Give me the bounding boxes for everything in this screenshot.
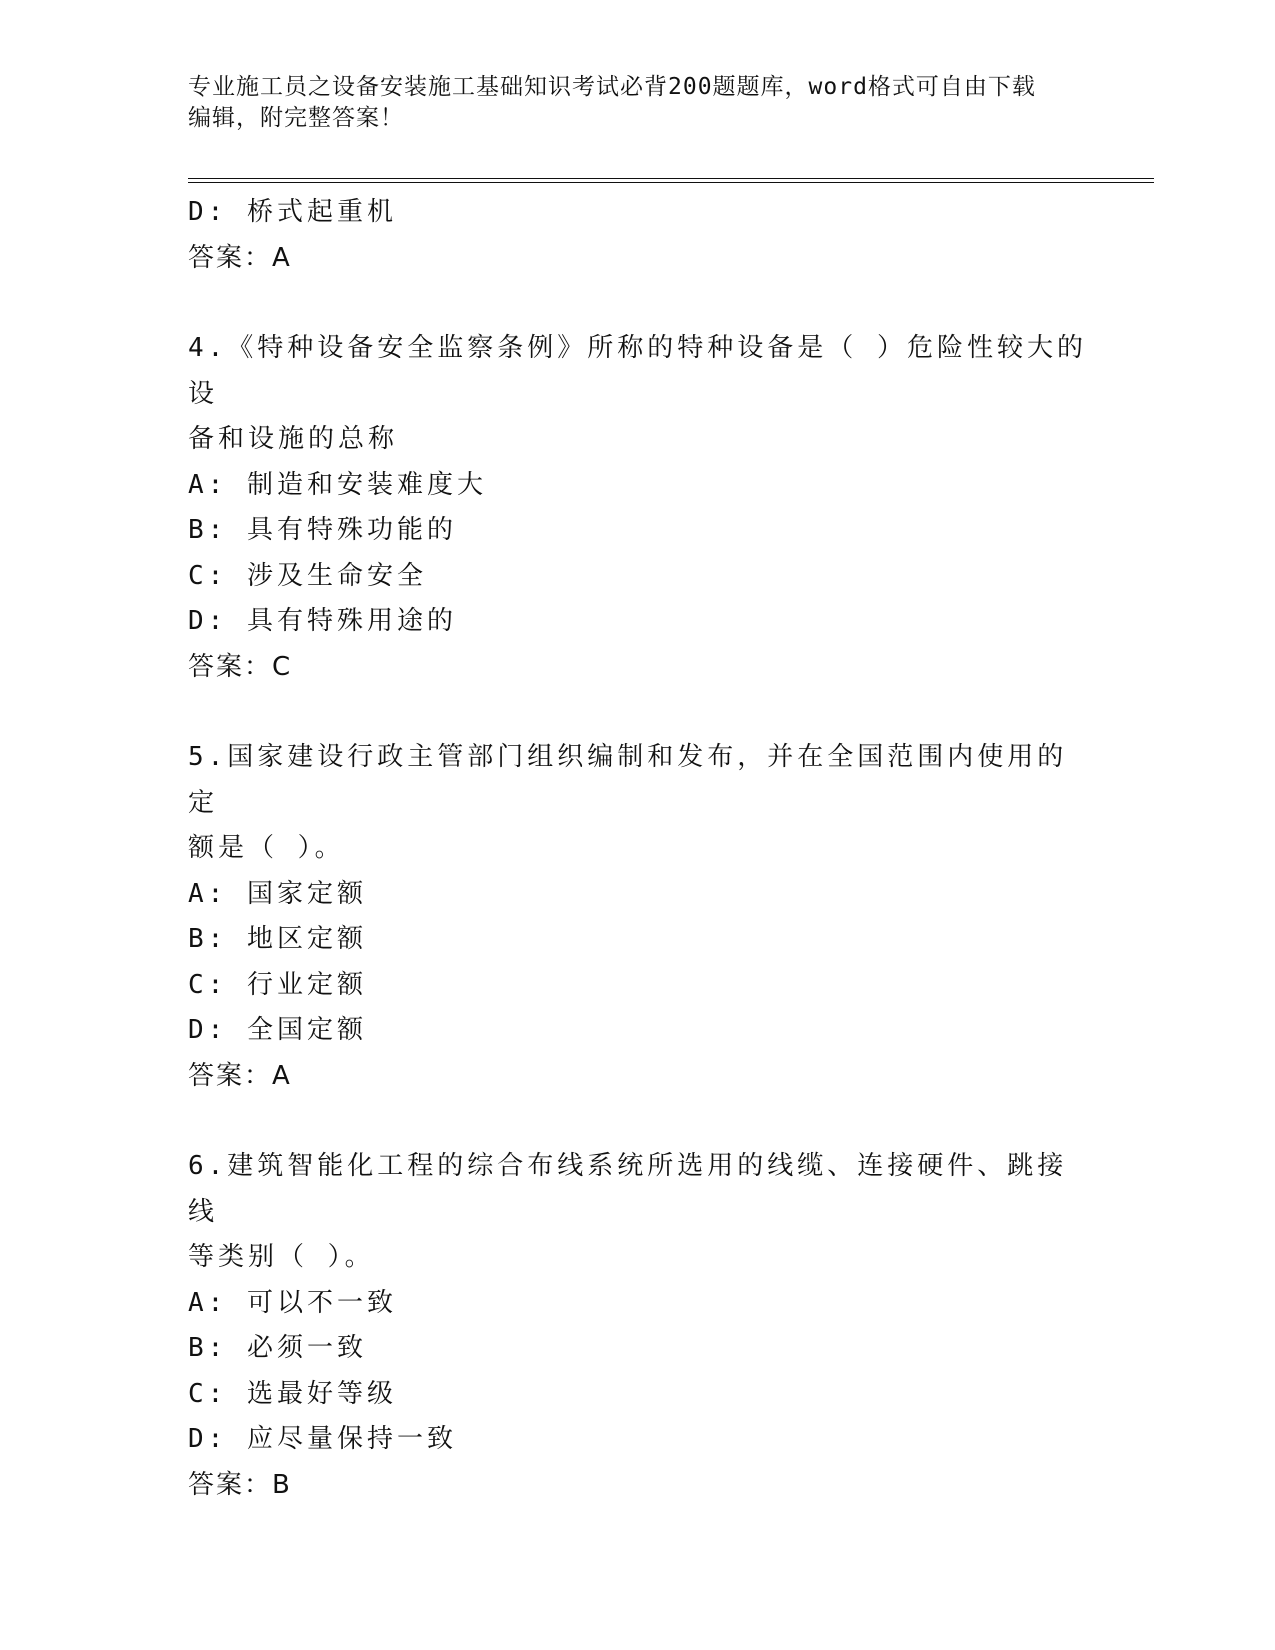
question-6 xyxy=(188,1144,1088,1508)
header-title-line2: 编辑，附完整答案！ xyxy=(188,105,404,131)
answer: 答案：A xyxy=(188,242,292,273)
option-a: A: 制造和安装难度大 xyxy=(188,469,487,500)
question-text-line2: 额是（ ）。 xyxy=(188,833,345,863)
option-b: B: 具有特殊功能的 xyxy=(188,515,457,545)
answer: 答案：C xyxy=(188,651,293,682)
header-divider-bottom xyxy=(188,182,1154,183)
option-d: D: 桥式起重机 xyxy=(188,197,397,227)
option-d: D: 应尽量保持一致 xyxy=(188,1424,457,1454)
question-text-line1: 6.建筑智能化工程的综合布线系统所选用的线缆、连接硬件、跳接线 xyxy=(188,1151,1068,1227)
question-text-line2: 等类别（ ）。 xyxy=(188,1242,375,1272)
header-title-line1: 专业施工员之设备安装施工基础知识考试必背200题题库，word格式可自由下载 xyxy=(188,74,1036,100)
question-5 xyxy=(188,735,1088,1099)
answer: 答案：B xyxy=(188,1469,292,1500)
question-4 xyxy=(188,326,1088,690)
option-d: D: 具有特殊用途的 xyxy=(188,606,457,636)
option-c: C: 选最好等级 xyxy=(188,1378,397,1409)
option-a: A: 国家定额 xyxy=(188,878,367,909)
question-list xyxy=(188,190,1088,1508)
question-text-line1: 5.国家建设行政主管部门组织编制和发布，并在全国范围内使用的定 xyxy=(188,742,1068,818)
option-b: B: 地区定额 xyxy=(188,924,367,954)
option-a: A: 可以不一致 xyxy=(188,1287,397,1318)
option-d: D: 全国定额 xyxy=(188,1015,367,1045)
option-c: C: 行业定额 xyxy=(188,969,367,1000)
header-divider-top xyxy=(188,178,1154,179)
option-b: B: 必须一致 xyxy=(188,1333,367,1363)
question-text-line2: 备和设施的总称 xyxy=(188,424,399,454)
option-c: C: 涉及生命安全 xyxy=(188,560,427,591)
page-header xyxy=(188,72,1088,134)
answer: 答案：A xyxy=(188,1060,292,1091)
prev-question-tail xyxy=(188,190,1088,281)
question-text-line1: 4.《特种设备安全监察条例》所称的特种设备是（ ）危险性较大的设 xyxy=(188,333,1087,409)
